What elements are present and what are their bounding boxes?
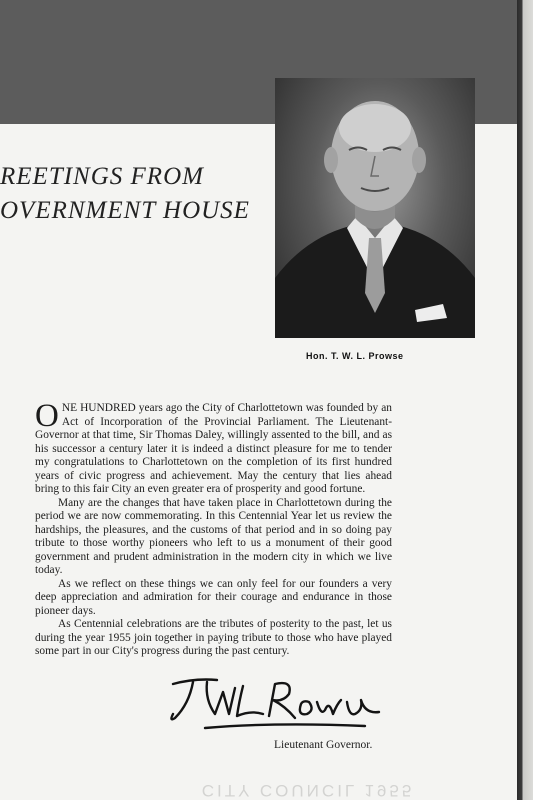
paragraph-2: Many are the changes that have taken place in Charlottetown during the period we are now commemorating. In this Centennial Year let us review the hardships, the pleasures, and the customs of that period and in so doing pay tribute to those worthy pioneers who left to us a monument of their good government and prudent administration in the modern city in which we live today.	[35, 496, 392, 576]
paragraph-4: As Centennial celebrations are the tributes of posterity to the past, let us during the year 1955 join together in paying tribute to those who have played some part in our City's progress during the past century.	[35, 618, 392, 657]
bleed-through-text: CITY COUNCIL 1955	[201, 781, 415, 800]
heading-line-1: REETINGS FROM	[0, 163, 204, 190]
portrait-caption: Hon. T. W. L. Prowse	[306, 351, 404, 361]
drop-cap: O	[35, 398, 59, 434]
paragraph-1	[35, 398, 393, 497]
letter-body	[35, 398, 393, 659]
page-edge-shadow	[517, 0, 533, 800]
handwritten-signature	[165, 670, 390, 740]
portrait-figure	[275, 78, 475, 338]
portrait-photo	[275, 78, 475, 338]
signer-title: Lieutenant Governor.	[274, 739, 373, 751]
paragraph-3: As we reflect on these things we can only feel for our founders a very deep appreciation and admiration for their courage and endurance in those pioneer days.	[35, 577, 392, 617]
opening-words: NE HUNDRED	[61, 402, 136, 414]
page-heading	[0, 160, 250, 228]
paragraph-1-text: years ago the City of Charlottetown was founded by an Act of Incorporation of the Provincial Parliament. The Lieutenant-Governor at that time, Sir Thomas Daley, willingly assented to the bill, and as his successor a century later it is indeed a distinct pleasure for me to tender my congratulations to Charlottetown on the completion of its first hundred years of civic progress and achievement. May the century that lies ahead bring to this fair City an even greater era of prosperity and good fortune.	[35, 402, 393, 495]
heading-line-2: OVERNMENT HOUSE	[0, 197, 250, 224]
